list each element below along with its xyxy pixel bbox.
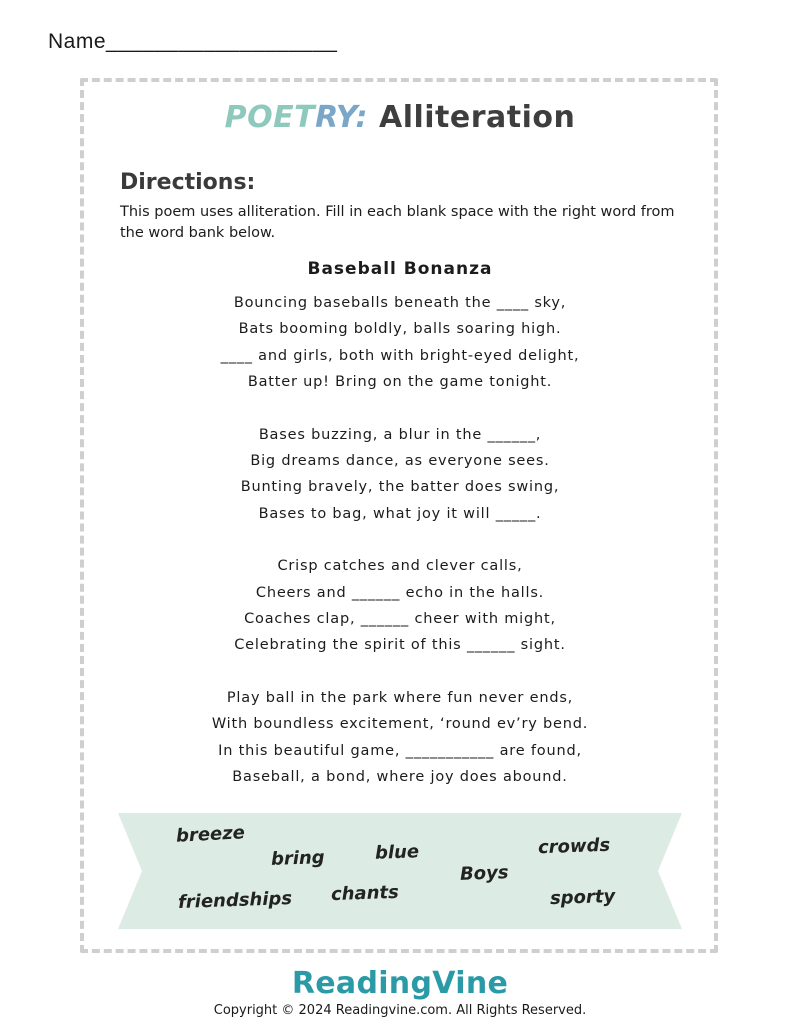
poem-line: In this beautiful game, ___________ are found, xyxy=(218,742,582,759)
worksheet-title xyxy=(0,100,800,135)
word-bank-word: breeze xyxy=(175,822,246,847)
word-bank-word: sporty xyxy=(549,885,616,910)
word-bank-word: bring xyxy=(270,847,325,870)
word-bank-word: blue xyxy=(374,841,420,864)
word-bank-word: chants xyxy=(330,881,400,906)
readingvine-logo: ReadingVine xyxy=(291,966,509,1001)
poem-line: With boundless excitement, ‘round ev’ry bend. xyxy=(211,716,589,733)
word-bank-word: friendships xyxy=(177,888,293,913)
poem-line: Play ball in the park where fun never ends, xyxy=(226,690,574,707)
poem-line: Bunting bravely, the batter does swing, xyxy=(240,479,560,496)
title-poetry-part1: POET xyxy=(224,100,316,135)
word-bank-word: crowds xyxy=(537,834,611,859)
poem-stanza-2 xyxy=(100,422,700,527)
title-poetry-part2: RY: xyxy=(315,100,369,135)
poem-title: Baseball Bonanza xyxy=(307,259,493,279)
poem-line: Bases to bag, what joy it will _____. xyxy=(258,505,542,522)
poem-line: Coaches clap, ______ cheer with might, xyxy=(244,610,556,627)
directions-text: This poem uses alliteration. Fill in each blank space with the right word from the word bank below. xyxy=(120,204,675,241)
poem-stanza-4 xyxy=(100,685,700,790)
word-bank-word: Boys xyxy=(459,862,509,885)
poem-line: ____ and girls, both with bright-eyed delight, xyxy=(220,347,580,364)
poem-line: Bases buzzing, a blur in the ______, xyxy=(258,426,542,443)
poem-line: Cheers and ______ echo in the halls. xyxy=(255,584,545,601)
poem-stanza-1 xyxy=(100,290,700,395)
poem-line: Big dreams dance, as everyone sees. xyxy=(250,452,550,469)
poem-line: Bats booming boldly, balls soaring high. xyxy=(238,321,562,338)
poem-line: Bouncing baseballs beneath the ____ sky, xyxy=(233,295,567,311)
poem-stanza-3 xyxy=(100,553,700,658)
poem-line: Baseball, a bond, where joy does abound. xyxy=(232,768,568,785)
poem-line: Celebrating the spirit of this ______ sight. xyxy=(234,637,566,654)
poem-line: Crisp catches and clever calls, xyxy=(277,558,523,575)
directions-heading: Directions: xyxy=(120,170,256,195)
word-bank xyxy=(110,810,690,932)
poem xyxy=(100,290,700,817)
name-field[interactable]: Name___________________ xyxy=(48,30,338,53)
copyright-text: Copyright © 2024 Readingvine.com. All Rights Reserved. xyxy=(213,1003,587,1018)
poem-line: Batter up! Bring on the game tonight. xyxy=(247,373,553,390)
title-alliteration: Alliteration xyxy=(368,100,576,135)
